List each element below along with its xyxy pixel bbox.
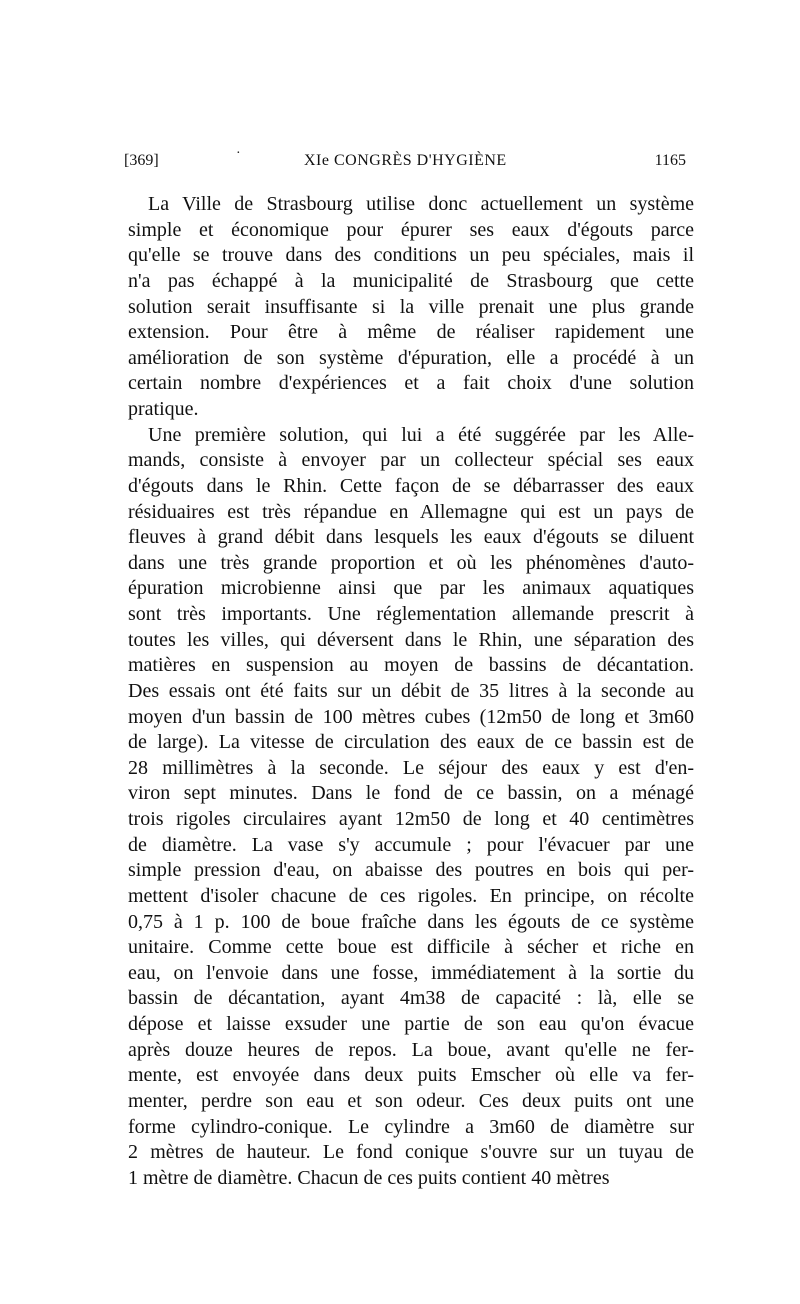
body-text [128, 192, 694, 1191]
text-line: 28 millimètres à la seconde. Le séjour des eaux y est d'en- [128, 756, 694, 779]
running-title: XIe CONGRÈS D'HYGIÈNE [304, 152, 507, 169]
text-line: unitaire. Comme cette boue est difficile à sécher et riche en [128, 936, 694, 959]
text-line: 1 mètre de diamètre. Chacun de ces puits contient 40 mètres [128, 1166, 610, 1189]
page-number-right: 1165 [654, 152, 686, 169]
text-line: de diamètre. La vase s'y accumule ; pour l'évacuer par une [128, 833, 694, 856]
text-line: toutes les villes, qui déversent dans le Rhin, une séparation des [128, 628, 694, 651]
text-line: de large). La vitesse de circulation des eaux de ce bassin est de [128, 731, 694, 754]
text-line: après douze heures de repos. La boue, avant qu'elle ne fer- [128, 1038, 694, 1061]
text-line: La Ville de Strasbourg utilise donc actuellement un système [148, 193, 694, 215]
text-line: simple pression d'eau, on abaisse des poutres en bois qui per- [128, 859, 694, 882]
text-line: mands, consiste à envoyer par un collecteur spécial ses eaux [128, 449, 694, 472]
text-line: Des essais ont été faits sur un débit de 35 litres à la seconde au [128, 679, 694, 702]
text-line: épuration microbienne ainsi que par les animaux aquatiques [128, 577, 694, 600]
text-line: menter, perdre son eau et son odeur. Ces deux puits ont une [128, 1089, 694, 1112]
text-line: forme cylindro-conique. Le cylindre a 3m60 de diamètre sur [128, 1115, 694, 1138]
text-line: dépose et laisse exsuder une partie de son eau qu'on évacue [128, 1013, 694, 1035]
text-line: solution serait insuffisante si la ville prenait une plus grande [128, 295, 694, 318]
text-line: 2 mètres de hauteur. Le fond conique s'ouvre sur un tuyau de [128, 1141, 694, 1164]
text-line: mettent d'isoler chacune de ces rigoles. En principe, on récolte [128, 884, 694, 907]
text-line: eau, on l'envoie dans une fosse, immédiatement à la sortie du [128, 961, 694, 984]
text-line: fleuves à grand débit dans lesquels les eaux d'égouts se diluent [128, 526, 694, 549]
paragraph [128, 192, 694, 423]
text-line: dans une très grande proportion et où les phénomènes d'auto- [128, 551, 694, 574]
text-line: qu'elle se trouve dans des conditions un peu spéciales, mais il [128, 244, 694, 267]
text-line: sont très importants. Une réglementation allemande prescrit à [128, 603, 694, 625]
text-line: bassin de décantation, ayant 4m38 de capacité : là, elle se [128, 987, 694, 1010]
text-line: trois rigoles circulaires ayant 12m50 de long et 40 centimètres [128, 808, 694, 830]
text-line: pratique. [128, 398, 199, 420]
running-header [124, 146, 686, 176]
text-line: Une première solution, qui lui a été suggérée par les Alle- [148, 423, 694, 446]
text-line: amélioration de son système d'épuration, elle a procédé à un [128, 346, 694, 369]
text-line: simple et économique pour épurer ses eaux d'égouts parce [128, 218, 694, 241]
text-line: matières en suspension au moyen de bassins de décantation. [128, 654, 694, 677]
text-line: moyen d'un bassin de 100 mètres cubes (12m50 de long et 3m60 [128, 705, 694, 728]
text-line: certain nombre d'expériences et a fait choix d'une solution [128, 372, 694, 395]
page-number-left: [369] [124, 152, 159, 169]
paragraph [128, 423, 694, 1192]
text-line: 0,75 à 1 p. 100 de boue fraîche dans les égouts de ce système [128, 910, 694, 933]
text-line: viron sept minutes. Dans le fond de ce bassin, on a ménagé [128, 782, 694, 805]
text-line: d'égouts dans le Rhin. Cette façon de se débarrasser des eaux [128, 474, 694, 497]
text-line: extension. Pour être à même de réaliser rapidement une [128, 321, 694, 344]
text-line: mente, est envoyée dans deux puits Emscher où elle va fer- [128, 1064, 694, 1087]
text-line: n'a pas échappé à la municipalité de Strasbourg que cette [128, 269, 694, 292]
text-line: résiduaires est très répandue en Allemagne qui est un pays de [128, 500, 694, 523]
header-dot: · [236, 146, 241, 161]
